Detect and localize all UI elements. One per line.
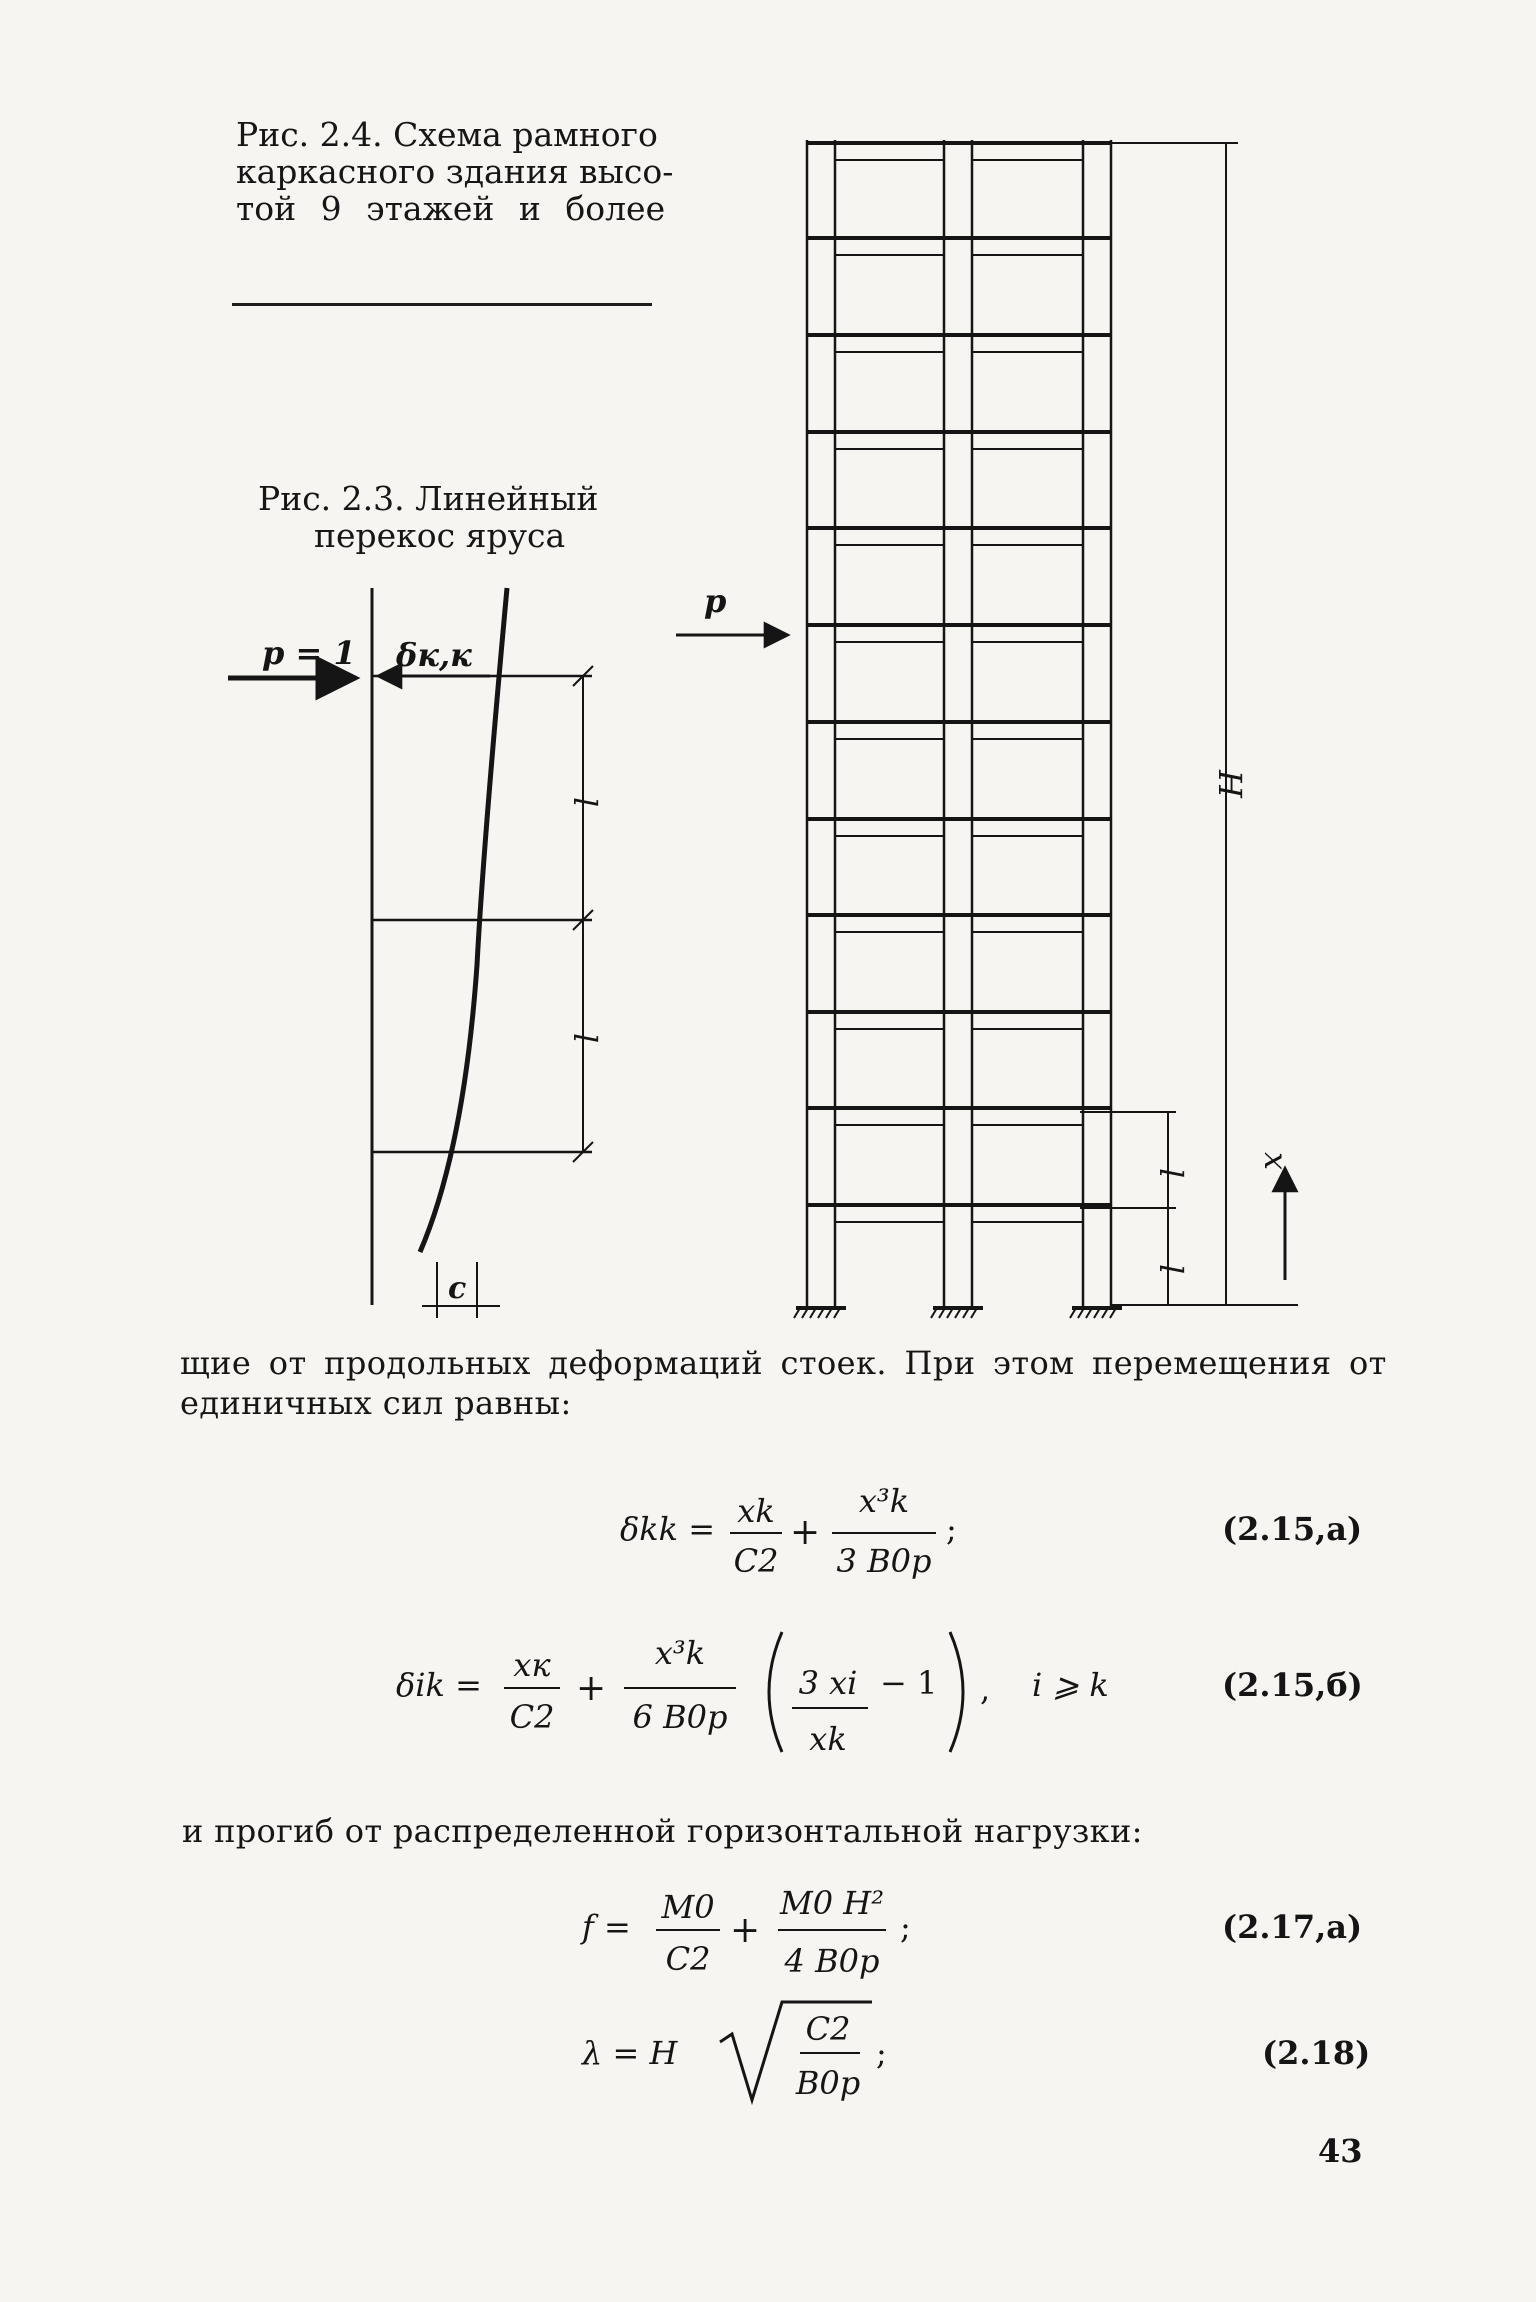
eq-2-15a-frac2-den: 3 B0р (836, 1542, 932, 1580)
eq-2-17a-frac2-den: 4 B0р (784, 1942, 880, 1980)
eq-2-17a-number: (2.17,а) (1222, 1908, 1363, 1946)
eq-2-15b-plus: + (576, 1668, 607, 1709)
fig-2-4-drawing (676, 140, 1298, 1318)
floor-label-1: l (1152, 1168, 1190, 1179)
eq-2-15b-frac1-num: xк (513, 1646, 551, 1684)
fig-2-3-caption-line-2: перекос яруса (314, 516, 566, 555)
paragraph-1 (180, 1343, 1387, 1423)
eq-2-15a-lhs: δkk = (620, 1510, 716, 1548)
building-load-label: p (704, 582, 727, 620)
equation-2-15b (396, 1632, 1363, 1758)
fig-2-3-drawing (228, 588, 593, 1318)
eq-2-15a-number: (2.15,а) (1222, 1510, 1363, 1548)
eq-2-17a-frac1-den: C2 (665, 1940, 711, 1978)
equation-2-15a (620, 1482, 1362, 1580)
eq-2-17a-lhs: f = (582, 1908, 631, 1946)
frame-supports (794, 1308, 1122, 1318)
paragraph-2: и прогиб от распределенной горизонтальной нагрузки: (182, 1812, 1143, 1850)
eq-2-15b-paren-right (950, 1632, 963, 1752)
eq-2-18-number: (2.18) (1262, 2034, 1371, 2072)
eq-2-15b-paren-tail: − 1 (880, 1664, 938, 1702)
eq-2-17a-frac1-num: M0 (661, 1888, 715, 1926)
eq-2-18-frac-num: C2 (805, 2010, 851, 2048)
eq-2-17a-plus: + (730, 1910, 761, 1951)
eq-2-15b-paren-left (769, 1632, 782, 1752)
page-number: 43 (1318, 2132, 1363, 2170)
page-number-group (1318, 2132, 1363, 2170)
eq-2-15b-paren-den: xk (809, 1720, 847, 1758)
eq-2-15b-lhs: δik = (396, 1666, 482, 1704)
eq-2-15b-number: (2.15,б) (1222, 1666, 1363, 1704)
fig-2-3-caption-line-1: Рис. 2.3. Линейный (258, 479, 599, 518)
eq-2-15b-comma: , (980, 1670, 991, 1708)
eq-2-18-lhs: λ = H (582, 2034, 678, 2072)
frame-beam-lower-edges (835, 160, 1083, 1222)
fig-2-4-caption-line-2: каркасного здания высо- (236, 152, 674, 191)
eq-2-15a-frac2-num: x³k (858, 1482, 910, 1520)
paragraph-1-line-1: щие от продольных деформаций стоек. При этом перемещения от (180, 1344, 1387, 1382)
offset-label: c (448, 1271, 467, 1306)
eq-2-15a-tail: ; (946, 1510, 957, 1548)
eq-2-15b-frac2-num: x³k (654, 1634, 706, 1672)
eq-2-15a-frac1-num: xk (737, 1492, 775, 1530)
equations-canvas (0, 1450, 1536, 2270)
eq-2-18-frac-den: B0р (795, 2064, 861, 2102)
eq-2-15a-frac1-den: C2 (733, 1542, 779, 1580)
span-label-1: l (566, 797, 604, 808)
eq-2-15b-frac1-den: C2 (509, 1698, 555, 1736)
eq-2-17a-frac2-num: M0 H² (779, 1884, 885, 1922)
eq-2-18-tail: ; (876, 2034, 887, 2072)
deflection-label: δк,к (396, 636, 472, 674)
paragraph-2-group (182, 1812, 1143, 1850)
height-label: H (1211, 770, 1249, 798)
frame-floor-beams (807, 143, 1111, 1205)
span-label-2: l (566, 1033, 604, 1044)
equation-2-18 (580, 2002, 1370, 2102)
fig-2-4-caption-line-1: Рис. 2.4. Схема рамного (236, 115, 658, 154)
eq-2-15b-frac2-den: 6 B0р (632, 1698, 728, 1736)
floor-label-2: l (1152, 1264, 1190, 1275)
eq-2-17a-tail: ; (900, 1908, 911, 1946)
eq-2-15b-condition: i ⩾ k (1032, 1666, 1109, 1704)
unit-load-label: p = 1 (262, 634, 356, 672)
eq-2-15a-plus: + (790, 1512, 821, 1553)
paragraph-1-line-2: единичных сил равны: (180, 1384, 572, 1422)
x-axis-label: x (1257, 1152, 1295, 1171)
fig-2-4-caption-line-3: той 9 этажей и более (236, 189, 666, 228)
eq-2-15b-paren-num: 3 xi (798, 1664, 858, 1702)
equation-2-17a (580, 1884, 1362, 1980)
